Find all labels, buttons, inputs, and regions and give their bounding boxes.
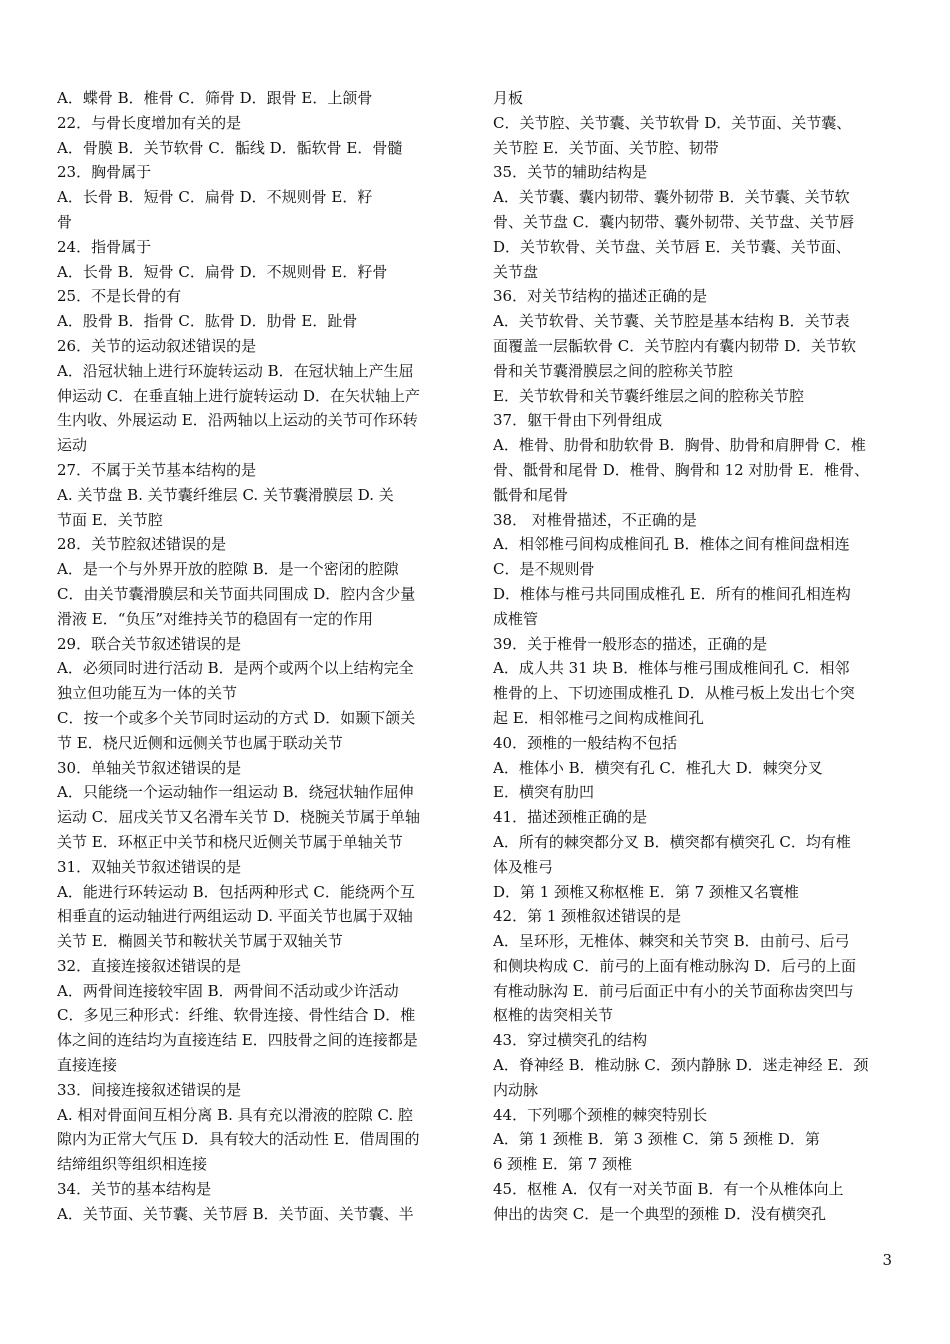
text-line: 骨和关节囊滑膜层之间的腔称关节腔 — [493, 361, 734, 380]
text-line: 节 E．桡尺近侧和远侧关节也属于联动关节 — [57, 733, 343, 752]
text-line: A．是一个与外界开放的腔隙 B．是一个密闭的腔隙 — [57, 560, 399, 579]
text-line: 骶骨和尾骨 — [493, 485, 569, 504]
text-line: 关节腔 E．关节面、关节腔、韧带 — [493, 138, 719, 157]
text-line: A．椎体小 B．横突有孔 C．椎孔大 D．棘突分叉 — [493, 758, 823, 777]
text-line: E．横突有肋凹 — [493, 783, 594, 802]
text-line: 月板 — [493, 89, 524, 107]
text-line: 6 颈椎 E．第 7 颈椎 — [493, 1155, 633, 1174]
text-line: 滑液 E．“负压”对维持关节的稳固有一定的作用 — [57, 609, 374, 628]
text-line: 24．指骨属于 — [57, 237, 152, 256]
text-line: 40．颈椎的一般结构不包括 — [493, 733, 678, 752]
text-line: C．是不规则骨 — [493, 560, 595, 579]
text-line: 伸运动 C．在垂直轴上进行旋转运动 D．在矢状轴上产 — [57, 386, 421, 405]
text-line: 伸出的齿突 C．是一个典型的颈椎 D．没有横突孔 — [493, 1204, 827, 1223]
text-line: C．关节腔、关节囊、关节软骨 D．关节面、关节囊、 — [493, 113, 852, 132]
text-line: A．长骨 B．短骨 C．扁骨 D．不规则骨 E．籽骨 — [57, 262, 388, 281]
text-line: 29．联合关节叙述错误的是 — [57, 634, 242, 653]
text-line: A．相邻椎弓间构成椎间孔 B．椎体之间有椎间盘相连 — [493, 535, 850, 554]
text-line: 生内收、外展运动 E．沿两轴以上运动的关节可作环转 — [57, 411, 418, 430]
text-line: 骨 — [57, 212, 73, 231]
text-line: A．股骨 B．指骨 C．肱骨 D．肋骨 E．趾骨 — [57, 312, 358, 331]
text-line: 骨、骶骨和尾骨 D．椎骨、胸骨和 12 对肋骨 E．椎骨、 — [493, 460, 870, 479]
text-line: 23．胸骨属于 — [57, 163, 152, 182]
text-line: 关节 E．椭圆关节和鞍状关节属于双轴关节 — [57, 932, 343, 951]
text-line: 37．躯干骨由下列骨组成 — [493, 411, 663, 430]
text-line: 体及椎弓 — [493, 857, 554, 876]
text-line: 起 E．相邻椎弓之间构成椎间孔 — [493, 708, 704, 727]
text-line: 39．关于椎骨一般形态的描述，正确的是 — [493, 634, 768, 653]
text-line: 椎骨的上、下切迹围成椎孔 D．从椎弓板上发出七个突 — [493, 684, 855, 703]
text-line: 33．间接连接叙述错误的是 — [57, 1080, 242, 1099]
text-line: A. 关节盘 B. 关节囊纤维层 C. 关节囊滑膜层 D. 关 — [57, 485, 394, 504]
text-line: 26．关节的运动叙述错误的是 — [57, 336, 257, 355]
text-line: A．第 1 颈椎 B．第 3 颈椎 C．第 5 颈椎 D．第 — [493, 1130, 820, 1149]
text-line: 关节盘 — [493, 262, 539, 281]
text-line: 31．双轴关节叙述错误的是 — [57, 857, 242, 876]
text-line: A．椎骨、肋骨和肋软骨 B．胸骨、肋骨和肩胛骨 C．椎 — [493, 436, 866, 455]
text-line: A．关节软骨、关节囊、关节腔是基本结构 B．关节表 — [493, 312, 850, 331]
text-line: E．关节软骨和关节囊纤维层之间的腔称关节腔 — [493, 386, 804, 405]
text-line: A．能进行环转运动 B．包括两种形式 C．能绕两个互 — [57, 882, 415, 901]
text-line: 25．不是长骨的有 — [57, 287, 182, 306]
text-line: 节面 E．关节腔 — [57, 510, 163, 529]
text-line: 41．描述颈椎正确的是 — [493, 808, 648, 827]
text-line: 28．关节腔叙述错误的是 — [57, 535, 227, 554]
text-line: 34．关节的基本结构是 — [57, 1180, 212, 1199]
text-line: 骨、关节盘 C．囊内韧带、囊外韧带、关节盘、关节唇 — [493, 212, 855, 231]
text-line: 成椎管 — [493, 609, 539, 628]
text-line: 和侧块构成 C．前弓的上面有椎动脉沟 D．后弓的上面 — [493, 956, 857, 975]
text-line: 体之间的连结均为直接连结 E．四肢骨之间的连接都是 — [57, 1031, 418, 1050]
text-line: 27．不属于关节基本结构的是 — [57, 460, 257, 479]
text-line: 独立但功能互为一体的关节 — [57, 684, 238, 703]
left-column — [57, 86, 459, 1227]
text-line: 枢椎的齿突相关节 — [493, 1006, 614, 1025]
text-line: D．椎体与椎弓共同围成椎孔 E．所有的椎间孔相连构 — [493, 584, 851, 603]
text-line: A．呈环形，无椎体、棘突和关节突 B．由前弓、后弓 — [493, 932, 850, 951]
text-line: 内动脉 — [493, 1080, 539, 1099]
text-line: D．第 1 颈椎又称枢椎 E．第 7 颈椎又名寰椎 — [493, 882, 799, 901]
text-line: 22．与骨长度增加有关的是 — [57, 113, 242, 132]
text-line: 32．直接连接叙述错误的是 — [57, 956, 242, 975]
text-line: A．关节面、关节囊、关节唇 B．关节面、关节囊、半 — [57, 1204, 414, 1223]
text-line: A．所有的棘突都分叉 B．横突都有横突孔 C．均有椎 — [493, 832, 851, 851]
text-line: 38． 对椎骨描述，不正确的是 — [493, 510, 697, 529]
text-line: 30．单轴关节叙述错误的是 — [57, 758, 242, 777]
text-line: 运动 — [57, 436, 88, 455]
text-line: A．骨膜 B．关节软骨 C．骺线 D．骺软骨 E．骨髓 — [57, 138, 403, 157]
text-line: A．沿冠状轴上进行环旋转运动 B．在冠状轴上产生屈 — [57, 361, 414, 380]
text-line: A. 相对骨面间互相分离 B. 具有充以滑液的腔隙 C. 腔 — [57, 1105, 413, 1124]
text-line: A．只能绕一个运动轴作一组运动 B．绕冠状轴作屈伸 — [57, 783, 414, 802]
page-number: 3 — [882, 1251, 892, 1269]
text-line: 42．第 1 颈椎叙述错误的是 — [493, 907, 682, 926]
text-line: 相垂直的运动轴进行两组运动 D. 平面关节也属于双轴 — [57, 907, 413, 926]
text-line: 关节 E．环枢正中关节和桡尺近侧关节属于单轴关节 — [57, 832, 403, 851]
text-line: 44．下列哪个颈椎的棘突特别长 — [493, 1105, 708, 1124]
text-line: 43．穿过横突孔的结构 — [493, 1031, 648, 1050]
text-line: 面覆盖一层骺软骨 C．关节腔内有囊内韧带 D．关节软 — [493, 336, 857, 355]
text-line: A．脊神经 B．椎动脉 C．颈内静脉 D．迷走神经 E．颈 — [493, 1056, 869, 1075]
text-line: A．必须同时进行活动 B．是两个或两个以上结构完全 — [57, 659, 414, 678]
text-line: C．多见三种形式：纤维、软骨连接、骨性结合 D．椎 — [57, 1006, 416, 1025]
text-line: 运动 C．屈戌关节又名滑车关节 D．桡腕关节属于单轴 — [57, 808, 421, 827]
text-line: D．关节软骨、关节盘、关节唇 E．关节囊、关节面、 — [493, 237, 851, 256]
text-line: C．由关节囊滑膜层和关节面共同围成 D．腔内含少量 — [57, 584, 416, 603]
text-line: 36．对关节结构的描述正确的是 — [493, 287, 708, 306]
right-column — [493, 86, 895, 1227]
text-line: A．长骨 B．短骨 C．扁骨 D．不规则骨 E．籽 — [57, 188, 373, 207]
text-line: 直接连接 — [57, 1056, 118, 1075]
text-line: 45．枢椎 A．仅有一对关节面 B．有一个从椎体向上 — [493, 1180, 844, 1199]
text-line: A．成人共 31 块 B．椎体与椎弓围成椎间孔 C．相邻 — [493, 659, 850, 678]
text-line: A．蝶骨 B．椎骨 C．筛骨 D．跟骨 E．上颌骨 — [57, 89, 373, 107]
text-line: A．关节囊、囊内韧带、囊外韧带 B．关节囊、关节软 — [493, 188, 850, 207]
text-line: 结缔组织等组织相连接 — [57, 1155, 208, 1174]
text-line: A．两骨间连接较牢固 B．两骨间不活动或少许活动 — [57, 981, 399, 1000]
text-line: 有椎动脉沟 E．前弓后面正中有小的关节面称齿突凹与 — [493, 981, 854, 1000]
text-line: C．按一个或多个关节同时运动的方式 D．如颞下颌关 — [57, 708, 416, 727]
text-line: 隙内为正常大气压 D．具有较大的活动性 E．借周围的 — [57, 1130, 420, 1149]
text-line: 35．关节的辅助结构是 — [493, 163, 648, 182]
